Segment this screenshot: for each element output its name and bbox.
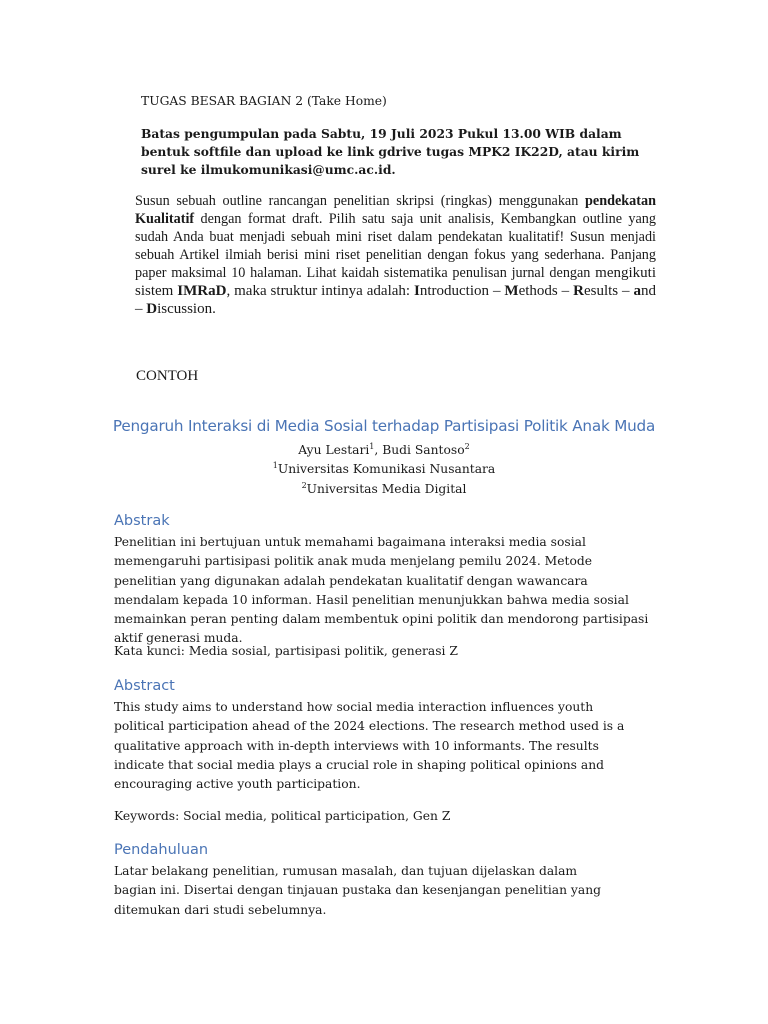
- instructions-paragraph: [135, 192, 656, 318]
- imrad-letter: M: [504, 283, 519, 299]
- article-title: Pengaruh Interaksi di Media Sosial terhadap Partisipasi Politik Anak Muda: [112, 417, 656, 435]
- author-superscript: 1: [369, 442, 375, 451]
- imrad-word: esults –: [583, 283, 634, 299]
- instructions-text: Susun sebuah outline rancangan penelitian skripsi (ringkas) menggunakan: [135, 193, 586, 209]
- pendahuluan-heading: Pendahuluan: [114, 842, 209, 858]
- author-name: Budi Santoso: [382, 443, 465, 457]
- abstract-body: This study aims to understand how social media interaction influences youth political participation ahead of the 2024 elections. The research method used is a qualitative approach with in-depth interviews with 10 informants. The results indicate that social media plays a crucial role in shaping political opinions and encouraging active youth participation.: [114, 700, 625, 792]
- keywords: Keywords: Social media, political participation, Gen Z: [114, 809, 451, 823]
- imrad-letter: a: [633, 283, 641, 299]
- instructions-bold-imrad: IMRaD: [177, 283, 227, 299]
- author-separator: ,: [374, 443, 383, 457]
- abstrak-body: Penelitian ini bertujuan untuk memahami bagaimana interaksi media sosial memengaruhi partisipasi politik anak muda menjelang pemilu 2024. Metode penelitian yang digunakan adalah pendekatan kualitatif dengan wawancara mendalam kepada 10 informan. Hasil penelitian menunjukkan bahwa media sosial memainkan peran penting dalam membentuk opini politik dan mendorong partisipasi aktif generasi muda.: [114, 535, 649, 646]
- pendahuluan-body: Latar belakang penelitian, rumusan masalah, dan tujuan dijelaskan dalam bagian ini. Disertai dengan tinjauan pustaka dan kesenjangan penelitian yang ditemukan dari studi sebelumnya.: [114, 864, 602, 917]
- affiliation-superscript: 2: [301, 481, 307, 490]
- task-title: TUGAS BESAR BAGIAN 2 (Take Home): [141, 94, 387, 108]
- imrad-word: nd –: [135, 283, 656, 317]
- imrad-word: ethods –: [518, 283, 574, 299]
- kata-kunci: Kata kunci: Media sosial, partisipasi politik, generasi Z: [114, 644, 458, 658]
- affiliation-superscript: 1: [272, 461, 278, 470]
- instructions-text: , maka struktur intinya adalah:: [226, 283, 415, 299]
- author-superscript: 2: [464, 442, 470, 451]
- abstrak-heading: Abstrak: [114, 513, 170, 529]
- imrad-word: ntroduction –: [419, 283, 505, 299]
- instructions-text: mengikuti sistem: [135, 265, 656, 299]
- imrad-letter: R: [573, 283, 584, 299]
- authors-line: [0, 441, 768, 459]
- affiliation-name: Universitas Komunikasi Nusantara: [277, 462, 496, 476]
- imrad-letter: I: [414, 283, 420, 299]
- abstract-heading: Abstract: [114, 678, 175, 694]
- example-label: CONTOH: [136, 368, 199, 384]
- affiliation-1: [0, 460, 768, 478]
- instructions-text: dengan format draft. Pilih satu saja unit analisis, Kembangkan outline yang sudah Anda buat menjadi sebuah mini riset dalam pendekatan kualitatif! Susun menjadi sebuah Artikel ilmiah berisi mini riset penelitian dengan fokus yang sederhana. Panjang paper maksimal 10 halaman. Lihat kaidah sistematika penulisan jurnal dengan: [135, 211, 656, 281]
- affiliation-name: Universitas Media Digital: [306, 482, 467, 496]
- deadline-notice: Batas pengumpulan pada Sabtu, 19 Juli 2023 Pukul 13.00 WIB dalam bentuk softfile dan upload ke link gdrive tugas MPK2 IK22D, atau kirim surel ke ilmukomunikasi@umc.ac.id.: [141, 126, 640, 177]
- affiliation-2: [0, 480, 768, 498]
- imrad-letter: D: [146, 301, 158, 317]
- author-name: Ayu Lestari: [298, 443, 370, 457]
- imrad-word: iscussion.: [157, 301, 216, 317]
- instructions-bold-approach: pendekatan Kualitatif: [135, 193, 656, 227]
